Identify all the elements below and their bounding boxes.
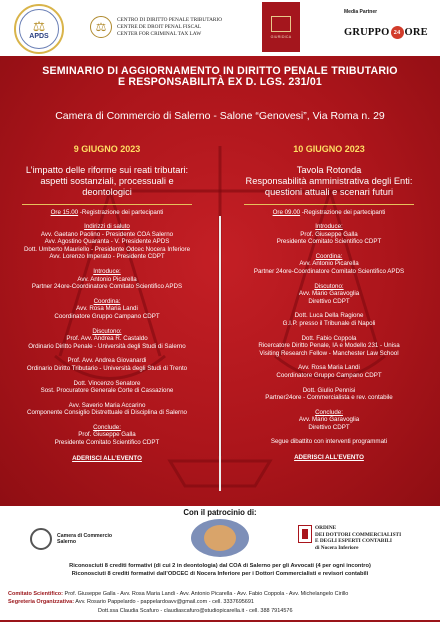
programme-line: Direttivo CDPT bbox=[308, 297, 350, 305]
programme-line: Partner 24ore-Coordinatore Comitato Scientifico APDS bbox=[253, 267, 405, 275]
programme-block bbox=[222, 283, 436, 306]
scientific-committee-text: Prof. Giuseppe Galla - Avv. Rosa Maria Landi - Avv. Antonio Picarella - Avv. Fabio Coppola - Avv. Michelangelo Cirillo bbox=[63, 591, 349, 597]
programme-block bbox=[2, 298, 212, 321]
programme-line: Segue dibattito con interventi programmati bbox=[270, 438, 388, 446]
publisher-logo-text: GIURIDICA bbox=[270, 34, 292, 39]
odcec-logo-line: di Nocera Inferiore bbox=[315, 544, 359, 551]
gruppo-24-badge: 24 bbox=[391, 26, 404, 39]
coa-salerno-logo bbox=[191, 519, 249, 557]
credits-info bbox=[0, 563, 440, 578]
programme-block bbox=[222, 409, 436, 432]
programme-line: Avv. Mario Garavoglia bbox=[298, 416, 360, 424]
scales-emblem-icon: ⚖ bbox=[90, 16, 112, 38]
programme-line: Dott. Luca Della Ragione bbox=[294, 312, 364, 320]
programme-line: Prof. Avv. Andrea Giovanardi bbox=[67, 357, 147, 365]
programme-block-title: Conclude: bbox=[93, 423, 121, 431]
gold-rule bbox=[244, 204, 414, 205]
camera-logo-line: Salerno bbox=[57, 539, 77, 545]
main-panel bbox=[0, 56, 440, 506]
odcec-logo-line: E DEGLI ESPERTI CONTABILI bbox=[315, 538, 392, 544]
day-1-time: Ore 15.00 bbox=[50, 209, 79, 216]
programme-block-title: Introduce: bbox=[93, 267, 121, 275]
coa-emblem-icon bbox=[204, 525, 236, 551]
programme-line: Avv. Agostino Quaranta - V. Presidente APDS bbox=[44, 238, 170, 246]
chamber-seal-icon bbox=[30, 528, 52, 550]
programme-line: Avv. Gaetano Paolino - Presidente COA Salerno bbox=[40, 230, 174, 238]
credits-coa: Riconosciuti 8 crediti formativi (di cui 2 in deontologia) dal COA di Salerno per gli Avvocati (4 per ogni incontro) bbox=[69, 563, 371, 569]
cdpt-line-2: CENTRE DE DROIT PENAL FISCAL bbox=[117, 23, 202, 30]
scales-icon: ⚖ bbox=[32, 17, 46, 34]
day-2-subtitle bbox=[222, 165, 436, 198]
programme-line: Dott. Giulio Pennisi bbox=[302, 386, 356, 394]
programme-block bbox=[222, 253, 436, 276]
programme-line: Avv. Antonio Picarella bbox=[299, 260, 359, 268]
day-1-registration bbox=[2, 209, 212, 216]
programme-line: Presidente Comitato Scientifico CDPT bbox=[54, 439, 160, 447]
programme-line: Visiting Research Fellow - Manchester Law School bbox=[259, 349, 399, 357]
day-2-time: Ore 09.00 bbox=[272, 209, 301, 216]
programme-block-title: Discutono: bbox=[314, 282, 344, 290]
programme-line: Ordinario Diritto Penale - Università degli Studi di Salerno bbox=[28, 342, 186, 350]
patronage-label: Con il patrocinio di: bbox=[183, 508, 257, 517]
day-2-registration bbox=[222, 209, 436, 216]
programme-line: Partner24ore - Commercialista e rev. contabile bbox=[265, 394, 393, 402]
day-2-registration-text: -Registrazione dei partecipanti bbox=[300, 209, 386, 216]
day-1-subtitle-line: deontologici bbox=[82, 187, 132, 197]
odcec-mark-icon bbox=[298, 525, 312, 543]
day-1-date: 9 GIUGNO 2023 bbox=[73, 144, 141, 154]
day-1-register-button[interactable]: ADERISCI ALL’EVENTO bbox=[72, 454, 142, 462]
programme-block-title: Coordina: bbox=[93, 297, 121, 305]
publisher-mark-icon bbox=[271, 16, 291, 32]
programme-line: Dott. Umberto Mauriello - Presidente Odcec Nocera Inferiore bbox=[23, 245, 191, 253]
programme-block bbox=[222, 387, 436, 402]
day-2-subtitle-line: Responsabilità amministrativa degli Enti: bbox=[245, 176, 413, 186]
programme-line: Ordinario Diritto Tributario - Università degli Studi di Trento bbox=[26, 364, 188, 372]
programme-block bbox=[2, 328, 212, 351]
seminar-title bbox=[0, 66, 440, 88]
footer bbox=[0, 506, 440, 622]
programme-line: Prof. Avv. Andrea R. Castaldo bbox=[66, 335, 148, 343]
credits-odcec: Riconosciuti 8 crediti formativi dall’ODCEC di Nocera Inferiore per i Dottori Commercialisti e revisori contabili bbox=[71, 570, 369, 577]
day-2-column bbox=[222, 144, 436, 464]
secretariat-text: Avv. Rosario Pappelardo - pappelardoavv@gmail.com - cell. 3337695691 bbox=[74, 599, 254, 606]
programme-line: Sost. Procuratore Generale Corte di Cassazione bbox=[40, 387, 174, 395]
organisers bbox=[8, 590, 348, 615]
programme-line: Avv. Antonio Picarella bbox=[77, 275, 137, 283]
camera-logo-line: Camera di Commercio bbox=[57, 533, 113, 539]
programme-line: Componente Consiglio Distrettuale di Disciplina di Salerno bbox=[27, 409, 187, 417]
programme-line: Coordinatore Gruppo Campano CDPT bbox=[54, 312, 160, 320]
programme-block bbox=[2, 357, 212, 372]
programme-line: Prof. Giuseppe Galla bbox=[300, 230, 358, 238]
scientific-committee bbox=[8, 590, 348, 598]
scientific-committee-label: Comitato Scientifico: bbox=[8, 591, 64, 597]
programme-block bbox=[222, 335, 436, 358]
cdpt-logo bbox=[90, 12, 240, 42]
day-1-programme bbox=[2, 223, 212, 447]
header bbox=[0, 0, 440, 56]
day-2-subtitle-line: questioni attuali e scenari futuri bbox=[264, 187, 394, 197]
title-line-1: SEMINARIO DI AGGIORNAMENTO IN DIRITTO PENALE TRIBUTARIO bbox=[42, 65, 398, 77]
programme-line: Avv. Saverio Maria Accarino bbox=[68, 401, 146, 409]
programme-block bbox=[2, 424, 212, 447]
day-1-column bbox=[2, 144, 212, 465]
apds-logo-text: APDS bbox=[29, 32, 49, 40]
publisher-logo bbox=[262, 2, 300, 52]
secretariat bbox=[8, 598, 348, 606]
day-1-subtitle bbox=[2, 165, 212, 198]
gold-rule bbox=[22, 204, 192, 205]
apds-logo bbox=[14, 4, 64, 54]
media-partner-label: Media Partner bbox=[344, 9, 378, 15]
secretariat-line-2: Dott.ssa Claudia Scafuro - claudiascafuro@studiopicarella.it - cell. 388 7914576 bbox=[98, 607, 293, 614]
programme-line: Dott. Vincenzo Senatore bbox=[73, 379, 141, 387]
day-2-subtitle-line: Tavola Rotonda bbox=[296, 165, 362, 175]
gruppo24ore-logo bbox=[344, 26, 428, 39]
gruppo-text: GRUPPO bbox=[344, 26, 390, 38]
programme-line: Direttivo CDPT bbox=[308, 423, 350, 431]
day-2-register-button[interactable]: ADERISCI ALL’EVENTO bbox=[294, 454, 364, 462]
day-2-programme bbox=[222, 223, 436, 446]
column-divider bbox=[219, 216, 221, 491]
programme-line: Presidente Comitato Scientifico CDPT bbox=[276, 238, 382, 246]
day-1-subtitle-line: L’impatto delle riforme sui reati tributari: bbox=[25, 165, 189, 175]
programme-line: Ricercatore Diritto Penale, IA e Modello 231 - Unisa bbox=[258, 342, 400, 350]
programme-block-title: Conclude: bbox=[315, 408, 343, 416]
programme-block-title: Indirizzi di saluto bbox=[84, 223, 130, 230]
venue: Camera di Commercio di Salerno - Salone “Genovesi”, Via Roma n. 29 bbox=[55, 110, 385, 122]
camera-commercio-logo bbox=[30, 528, 112, 550]
programme-line: Avv. Rosa Maria Landi bbox=[298, 364, 360, 372]
cdpt-line-3: CENTER FOR CRIMINAL TAX LAW bbox=[117, 30, 202, 37]
title-line-2: E RESPONSABILITÀ EX D. LGS. 231/01 bbox=[117, 76, 322, 88]
secretariat-label: Segreteria Organizzativa: bbox=[8, 599, 75, 606]
programme-line: Coordinatore Gruppo Campano CDPT bbox=[276, 371, 382, 379]
ore-text: ORE bbox=[404, 26, 428, 38]
programme-block-title: Discutono: bbox=[92, 327, 122, 335]
programme-line: G.I.P. presso il Tribunale di Napoli bbox=[282, 319, 376, 327]
programme-block bbox=[222, 223, 436, 246]
programme-line: Dott. Fabio Coppola bbox=[301, 334, 357, 342]
programme-line: Partner 24ore-Coordinatore Comitato Scientifico APDS bbox=[31, 283, 183, 291]
programme-block bbox=[2, 268, 212, 291]
odcec-logo bbox=[298, 525, 401, 551]
programme-line: Avv. Lorenzo Imperato - Presidente CDPT bbox=[49, 253, 165, 261]
programme-block-title: Coordina: bbox=[315, 252, 343, 260]
programme-line: Avv. Mario Garavoglia bbox=[298, 290, 360, 298]
odcec-logo-line: DEI DOTTORI COMMERCIALISTI bbox=[315, 531, 402, 538]
day-1-registration-text: -Registrazione dei partecipanti bbox=[78, 209, 164, 216]
programme-block bbox=[2, 223, 212, 261]
programme-block-title: Introduce: bbox=[315, 223, 343, 230]
programme-block bbox=[2, 402, 212, 417]
programme-block bbox=[2, 380, 212, 395]
cdpt-line-1: CENTRO DI DIRITTO PENALE TRIBUTARIO bbox=[117, 16, 223, 23]
odcec-logo-line: ORDINE bbox=[315, 525, 337, 531]
day-1-subtitle-line: aspetti sostanziali, processuali e bbox=[40, 176, 174, 186]
programme-line: Avv. Rosa Maria Landi bbox=[76, 305, 138, 313]
programme-line: Prof. Giuseppe Galla bbox=[78, 431, 136, 439]
programme-block bbox=[222, 364, 436, 379]
programme-block bbox=[222, 312, 436, 327]
day-2-date: 10 GIUGNO 2023 bbox=[293, 144, 365, 154]
programme-block bbox=[222, 438, 436, 446]
